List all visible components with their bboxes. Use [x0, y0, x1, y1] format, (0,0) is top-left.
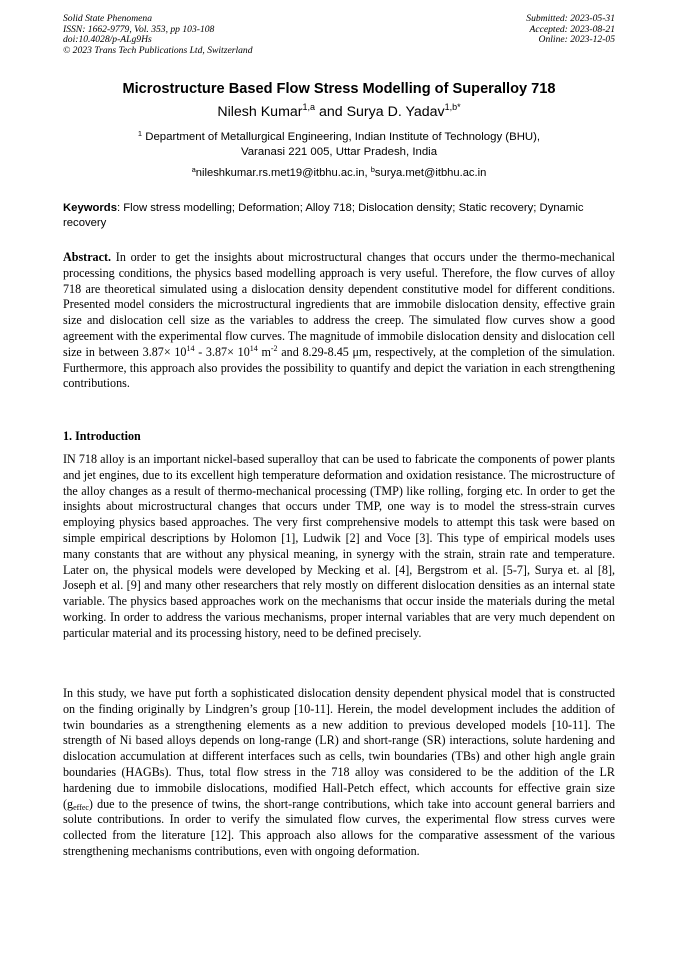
abstract-text-2: - 3.87× 10 [194, 344, 250, 359]
abstract-exponent-1: 14 [186, 343, 195, 353]
intro-p2-text-2: ) due to the presence of twins, the short-range contributions, which take into account general barriers and solute contributions. In order to verify the simulated flow curves, the experimental flow stress curves were collected from the literature [12]. This approach also allows for the comparative assessment of the various strengthening mechanisms contributions, even with ongoing deformation. [63, 796, 615, 858]
abstract-exponent-2: 14 [249, 343, 258, 353]
keywords-label: Keywords [63, 202, 117, 214]
abstract-text-1: In order to get the insights about microstructural changes that occurs under the thermo-mechanical processing conditions, the physics based modelling approach is very useful. Therefore, the flow curves of alloy 718 are theoretical simulated using a dislocation density dependent constitutive model for different conditions. Presented model considers the microstructural ingredients that are immobile dislocation density, effective grain size and dislocation cell size as the variables to address the creep. The simulated flow curves show a good agreement with the experimental flow curves. The magnitude of immobile dislocation density and dislocation cell size in between 3.87× 10 [63, 250, 615, 359]
journal-name: Solid State Phenomena [63, 13, 152, 24]
author-joiner: and [315, 104, 347, 120]
introduction-paragraph-2 [63, 686, 615, 860]
submitted-date: Submitted: 2023-05-31 [526, 13, 615, 24]
accepted-date: Accepted: 2023-08-21 [529, 23, 615, 35]
affiliation [90, 130, 588, 160]
author-2-affil-mark: 1,b* [444, 102, 461, 112]
email-a: nileshkumar.rs.met19@itbhu.ac.in, [195, 167, 371, 179]
intro-p2-text-1: In this study, we have put forth a sophisticated dislocation density dependent physical model that is constructed on the finding originally by Lindgren’s group [10-11]. Herein, the model development includes the addition of twin boundaries as a strengthening elements as a new addition to previous developed models [10-11]. The strength of Ni based alloys depends on long-range (LR) and short-range (SR) interactions, solute hardening and dislocation accumulation at different interfaces such as cells, twin boundaries (TBs) and other high angle grain boundaries (HAGBs). Thus, total flow stress in the 718 alloy was considered to be the addition of the LR hardening due to immobile dislocations, modified Hall-Petch effect, which accounts for effective grain size (g [63, 686, 615, 811]
abstract-text-4: and 8.29-8.45 μm, respectively, at the completion of the simulation. Furthermore, this approach also provides the possibility to quantify and depict the variation in each strengthening contributions. [63, 344, 616, 391]
keywords-block [63, 201, 615, 231]
email-marker-a: a [191, 165, 196, 174]
affiliation-department: Department of Metallurgical Engineering, Indian Institute of Technology (BHU), [142, 131, 541, 143]
keywords-text: : Flow stress modelling; Deformation; Alloy 718; Dislocation density; Static recovery; Dynamic recovery [63, 202, 584, 230]
email-marker-b: b [370, 165, 375, 174]
author-line [0, 104, 678, 120]
doi-line: doi:10.4028/p-ALg9Hs [63, 34, 152, 46]
abstract-label: Abstract. [63, 250, 112, 264]
abstract [63, 250, 615, 392]
introduction-paragraph-1: IN 718 alloy is an important nickel-based superalloy that can be used to fabricate the components of power plants and jet engines, due to its excellent high temperature deformation and oxidation resistance. The microstructure of the alloy changes as a result of thermo-mechanical processing (TMP) like rolling, forging etc. In order to get the insights about microstructural changes that occurs under TMP, one way is to model the stress-strain curves employing physics based approaches. The very first comprehensive models to attempt this task were based on simple empirical descriptions by Holomon [1], Ludwik [2] and Voce [3]. This type of empirical models uses many constants that are without any physical meaning, in synergy with the strain, strain rate and temperature. Later on, the physical models were developed by Mecking et al. [4], Bergstrom et al. [5-7], Surya et. al [8], Joseph et al. [9] and many other researchers that rely mostly on different dislocation densities as an internal state variable. The physics based approaches work on the mechanisms that occur inside the materials during the metal working. In order to address the various mechanisms, proper internal variables that are very much dependent on particular material and its processing history, need to be defined precisely. [63, 452, 615, 640]
journal-info [63, 14, 253, 56]
copyright-line: © 2023 Trans Tech Publications Ltd, Switzerland [63, 44, 253, 56]
issn-line: ISSN: 1662-9779, Vol. 353, pp 103-108 [63, 23, 215, 35]
online-date: Online: 2023-12-05 [538, 34, 615, 46]
section-heading-introduction: 1. Introduction [63, 429, 141, 443]
intro-p2-subscript: effec [73, 802, 89, 812]
author-1-name: Nilesh Kumar [217, 104, 303, 120]
paper-title: Microstructure Based Flow Stress Modelling of Superalloy 718 [122, 81, 556, 97]
abstract-exponent-3: -2 [270, 343, 278, 353]
affiliation-marker: 1 [137, 129, 143, 138]
affiliation-line-2: Varanasi 221 005, Uttar Pradesh, India [240, 146, 438, 158]
author-2-name: Surya D. Yadav [346, 104, 445, 120]
email-b: surya.met@itbhu.ac.in [374, 167, 487, 179]
publication-dates [526, 14, 615, 46]
author-1-affil-mark: 1,a [302, 102, 316, 112]
author-emails [0, 167, 678, 179]
affiliation-line-1 [90, 130, 588, 145]
abstract-text-3: m [257, 344, 271, 359]
